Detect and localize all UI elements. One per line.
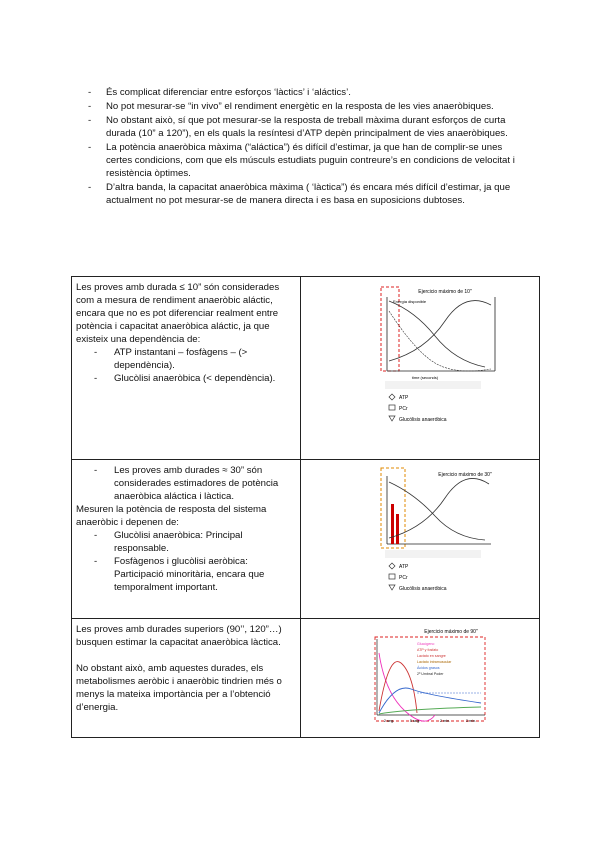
row1-figure-cell [301, 277, 540, 460]
table-row [72, 277, 540, 460]
caption-block [385, 550, 481, 558]
row2-list [76, 529, 296, 594]
legend-item: Ácidos grasos [417, 666, 440, 670]
series-curve [379, 662, 417, 713]
figure-30s [305, 464, 531, 610]
list-item: - ATP instantani – fosfàgens – (> dependència). [94, 347, 248, 371]
row3-intro: Les proves amb durades superiors (90’’, 120”…) busquen estimar la capacitat anaeròbica làctica. [76, 624, 282, 648]
triangle-icon [389, 585, 395, 590]
figure-title: Ejercicio máximo de 10" [418, 289, 472, 295]
row3-figure-cell [301, 619, 540, 738]
list-item: - Les proves amb durades ≈ 30” són considerades estimadores de potència anaeròbica aláctica i làctica. [94, 465, 279, 502]
row2-figure-cell [301, 460, 540, 619]
bullet-item: - D’altra banda, la capacitat anaeròbica màxima ( ‘làctica”) és encara més difícil d’estimar, ja que actualment no pot mesurar-se de manera directa i es basa en suposicions dubtoses. [88, 182, 511, 206]
bar-mark [391, 504, 394, 544]
x-axis-label: time (seconds) [411, 375, 439, 380]
square-icon [389, 405, 395, 410]
caption-block [385, 381, 481, 389]
atp-curve [389, 482, 485, 540]
row3-outro: No obstant això, amb aquestes durades, els metabolismes aeròbic i anaeròbic tindrien més o menys la mateixa importància per a l’obtenció d’energia. [76, 663, 282, 713]
list-item: - Glucòlisi anaeròbica (< dependència). [94, 373, 276, 384]
legend-item: Lactato en sangre [417, 654, 446, 658]
series-curve [379, 707, 481, 714]
legend-item: 2º Umbral Poder [417, 672, 444, 676]
x-tick: 5 seg. [409, 719, 421, 723]
square-icon [389, 574, 395, 579]
legend-glycolysis: Glucólisis anaeróbica [399, 417, 447, 423]
row2-top-list [76, 464, 296, 503]
figure-title: Ejercicio máximo de 90" [424, 629, 478, 635]
row2-text-cell [72, 460, 301, 619]
row3-text-cell [72, 619, 301, 738]
legend-glycolysis: Glucólisis anaeróbica [399, 586, 447, 592]
glycolysis-curve [389, 478, 489, 538]
glycolysis-curve [389, 301, 491, 361]
triangle-icon [389, 416, 395, 421]
legend-atp: ATP [399, 564, 409, 570]
row2-intro: Mesuren la potència de resposta del sistema anaeròbic i depenen de: [76, 504, 267, 528]
table-row [72, 460, 540, 619]
figure-title: Ejercicio máximo de 30" [438, 472, 492, 478]
row1-intro: Les proves amb durada ≤ 10” són considerades com a mesura de rendiment anaeròbic aláctic, encara que no es pot diferenciar realment entre potència i capacitat anaeròbica aláctic, ja que existeix una dependència de: [76, 282, 280, 345]
legend-atp: ATP [399, 395, 409, 401]
list-item: - Glucòlisi anaeròbica: Principal responsable. [94, 530, 243, 554]
bullet-item: - No pot mesurar-se “in vivo” el rendiment energètic en la resposta de les vies anaeròbiques. [88, 101, 494, 112]
list-item: - Fosfàgenos i glucòlisi aeròbica: Participació minoritària, encara que temporalment important. [94, 556, 265, 593]
bullet-item: - És complicat diferenciar entre esforços ‘làctics’ i ‘aláctics’. [88, 87, 351, 98]
bullet-item: - No obstant això, sí que pot mesurar-se la resposta de treball màxima durant esforços de curta durada (10” a 120”), en els quals la resíntesi d’ATP depèn principalment de vies anaeròbiques. [88, 115, 508, 139]
figure-label: Energía disponible [393, 299, 427, 304]
legend-pcr: PCr [399, 575, 408, 581]
row1-text-cell [72, 277, 301, 460]
atp-curve [389, 301, 485, 367]
bullet-item: - La potència anaeròbica màxima (“aláctica”) és difícil d’estimar, ja que han de complir-se unes certes condicions, com que els músculs estudiats puguin contreure’s en condicions de velocitat i resistència òptimes. [88, 142, 515, 179]
legend-pcr: PCr [399, 406, 408, 412]
x-tick: 3 min. [465, 719, 477, 723]
legend-item: Lactato intramuscular [417, 660, 452, 664]
legend-item: ATP y fosfato [417, 648, 439, 652]
figure-10s [305, 281, 531, 451]
x-tick: 2 seg. [383, 719, 395, 723]
x-tick: 2 min. [439, 719, 451, 723]
diamond-icon [389, 394, 395, 400]
table-row [72, 619, 540, 738]
figure-90s [305, 623, 531, 729]
intro-bullet-list [88, 86, 528, 208]
pcr-curve [389, 311, 491, 371]
tests-table [71, 276, 540, 738]
legend-item: Glucógeno [417, 642, 435, 646]
diamond-icon [389, 563, 395, 569]
bar-mark [396, 514, 399, 544]
row1-list [76, 346, 296, 385]
